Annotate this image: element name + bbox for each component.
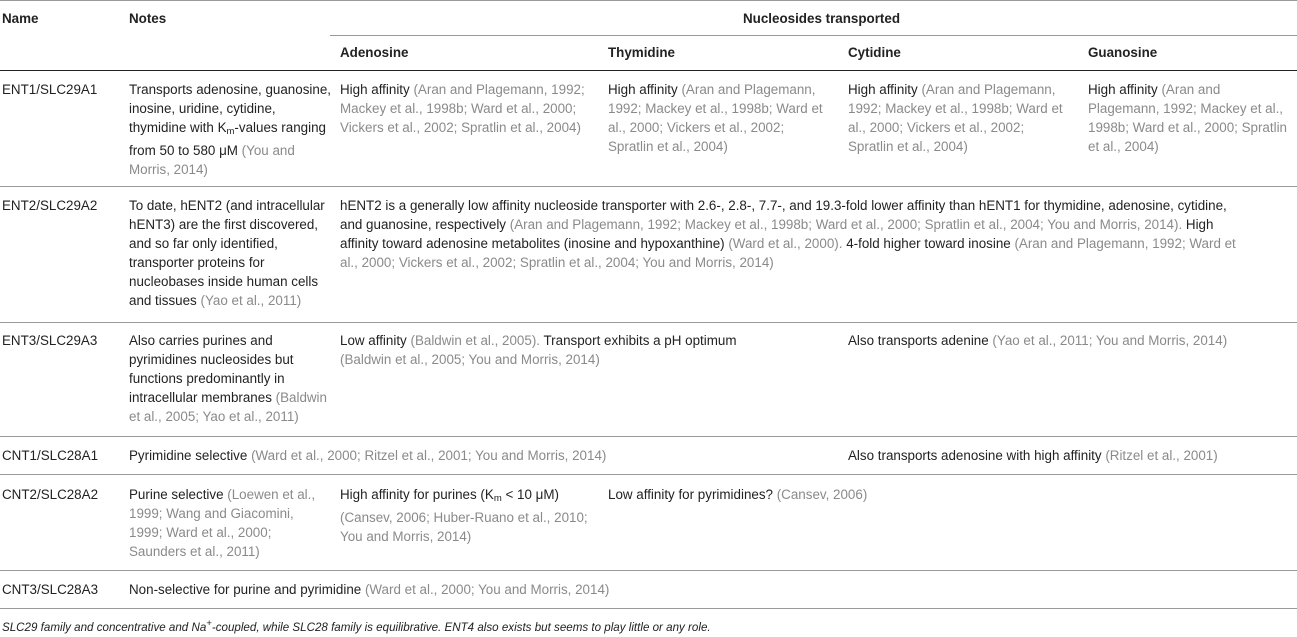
ent3-adenosine-ref-2: (Baldwin et al., 2005; You and Morris, 2014) xyxy=(340,352,600,367)
row-ent1-thymidine xyxy=(608,80,828,156)
rule-row-ent2 xyxy=(0,322,1297,323)
cnt3-notes-ref: (Ward et al., 2000; You and Morris, 2014) xyxy=(364,582,610,597)
footnote-superscript: + xyxy=(206,618,212,629)
ent3-cytidine-ref: (Yao et al., 2011; You and Morris, 2014) xyxy=(992,333,1228,348)
cnt1-notes-ref: (Ward et al., 2000; Ritzel et al., 2001; You and Morris, 2014) xyxy=(251,448,607,463)
row-ent1-cytidine xyxy=(848,80,1068,156)
cnt2-adenosine-ref: (Cansev, 2006; Huber-Ruano et al., 2010; You and Morris, 2014) xyxy=(340,510,588,544)
footnote-text-b: -coupled, while SLC28 family is equilibrative. ENT4 also exists but seems to play little or any role. xyxy=(211,621,711,634)
cnt2-adenosine-subscript: m xyxy=(493,493,502,504)
ent1-notes-ref: (You and Morris, 2014) xyxy=(129,143,295,177)
cnt2-adenosine-text-b: < 10 μM) xyxy=(505,487,559,502)
ent1-guanosine-affinity: High affinity xyxy=(1088,82,1158,97)
ent2-notes-ref: (Yao et al., 2011) xyxy=(200,293,302,308)
ent2-ref-3: (Aran and Plagemann, 1992; Ward et al., 2000; Vickers et al., 2002; Spratlin et al., 2004; You and Morris, 2014) xyxy=(340,236,1236,270)
row-ent2-notes xyxy=(129,196,329,310)
row-ent1-notes xyxy=(129,80,334,179)
ent3-adenosine-text-2: Transport exhibits a pH optimum xyxy=(543,333,737,348)
header-guanosine: Guanosine xyxy=(1088,45,1158,60)
header-cytidine: Cytidine xyxy=(848,45,901,60)
header-name: Name xyxy=(2,11,39,26)
row-cnt2-thymidine xyxy=(608,485,867,504)
ent2-notes-text: To date, hENT2 (and intracellular hENT3) are the first discovered, and so far only identified, transporter proteins for nucleobases inside human cells and tissues xyxy=(129,198,325,308)
ent1-thymidine-ref: (Aran and Plagemann, 1992; Mackey et al., 1998b; Ward et al., 2000; Vickers et al., 2002; Spratlin et al., 2004) xyxy=(608,82,823,154)
ent1-thymidine-affinity: High affinity xyxy=(608,82,678,97)
row-ent3-adenosine-thymidine xyxy=(340,331,760,369)
rule-row-cnt1 xyxy=(0,474,1297,475)
row-ent3-notes xyxy=(129,331,329,426)
row-cnt1-name: CNT1/SLC28A1 xyxy=(2,448,99,463)
cnt3-notes-text: Non-selective for purine and pyrimidine xyxy=(129,582,362,597)
ent3-cytidine-text: Also transports adenine xyxy=(848,333,989,348)
row-ent1-adenosine xyxy=(340,80,588,137)
row-ent3-name: ENT3/SLC29A3 xyxy=(2,333,98,348)
cnt2-adenosine-text-a: High affinity for purines (K xyxy=(340,487,494,502)
ent1-cytidine-ref: (Aran and Plagemann, 1992; Mackey et al., 1998b; Ward et al., 2000; Vickers et al., 2002; Spratlin et al., 2004) xyxy=(848,82,1063,154)
ent3-adenosine-ref-1: (Baldwin et al., 2005). xyxy=(410,333,540,348)
ent3-notes-ref: (Baldwin et al., 2005; Yao et al., 2011) xyxy=(129,390,327,424)
row-cnt3-name: CNT3/SLC28A3 xyxy=(2,582,99,597)
rule-row-ent1 xyxy=(0,186,1297,187)
ent1-adenosine-ref: (Aran and Plagemann, 1992; Mackey et al., 1998b; Ward et al., 2000; Vickers et al., 2002; Spratlin et al., 2004) xyxy=(340,82,585,135)
row-cnt2-notes xyxy=(129,485,324,561)
ent3-adenosine-text-1: Low affinity xyxy=(340,333,407,348)
row-ent2-name: ENT2/SLC29A2 xyxy=(2,198,98,213)
rule-top xyxy=(0,0,1297,1)
ent3-notes-text: Also carries purines and pyrimidines nucleosides but functions predominantly in intracellular membranes xyxy=(129,333,294,405)
ent2-ref-1: (Aran and Plagemann, 1992; Mackey et al., 1998b; Ward et al., 2000; Spratlin et al., 2004; You and Morris, 2014). xyxy=(509,217,1183,232)
row-cnt2-name: CNT2/SLC28A2 xyxy=(2,487,99,502)
cnt2-notes-ref: (Loewen et al., 1999; Wang and Giacomini, 1999; Ward et al., 2000; Saunders et al., 2011) xyxy=(129,487,316,559)
cnt2-notes-text: Purine selective xyxy=(129,487,224,502)
header-thymidine: Thymidine xyxy=(608,45,675,60)
row-ent1-guanosine xyxy=(1088,80,1295,156)
rule-row-ent3 xyxy=(0,436,1297,437)
rule-row-cnt2 xyxy=(0,570,1297,571)
ent2-text-1: hENT2 is a generally low affinity nucleoside transporter with 2.6-, 2.8-, 7.7-, and 19.3-fold lower affinity than hENT1 for thymidine, adenosine, cytidine, and guanosine, respectively xyxy=(340,198,1227,232)
ent2-text-2: High affinity toward adenosine metabolites (inosine and hypoxanthine) xyxy=(340,217,1214,251)
row-cnt3-notes xyxy=(129,580,609,599)
ent1-notes-text-b: -values ranging from 50 to 580 μM xyxy=(129,120,326,158)
ent1-guanosine-ref: (Aran and Plagemann, 1992; Mackey et al., 1998b; Ward et al., 2000; Spratlin et al., 2004) xyxy=(1088,82,1287,154)
row-ent2-nucleosides xyxy=(340,196,1245,272)
row-cnt1-cytidine-guanosine xyxy=(848,446,1218,465)
ent2-ref-2: (Ward et al., 2000). xyxy=(728,236,843,251)
ent1-notes-text-a: Transports adenosine, guanosine, inosine, uridine, cytidine, thymidine with K xyxy=(129,82,331,135)
cnt2-thymidine-text: Low affinity for pyrimidines? xyxy=(608,487,773,502)
header-notes: Notes xyxy=(129,11,167,26)
row-ent1-name: ENT1/SLC29A1 xyxy=(2,82,98,97)
header-adenosine: Adenosine xyxy=(340,45,409,60)
ent1-adenosine-affinity: High affinity xyxy=(340,82,410,97)
rule-header-bottom xyxy=(0,70,1297,71)
row-cnt2-adenosine xyxy=(340,485,588,546)
row-cnt1-notes xyxy=(129,446,606,465)
cnt1-notes-text: Pyrimidine selective xyxy=(129,448,248,463)
cnt1-cytidine-ref: (Ritzel et al., 2001) xyxy=(1105,448,1218,463)
ent2-text-3: 4-fold higher toward inosine xyxy=(846,236,1011,251)
header-nucleosides-transported: Nucleosides transported xyxy=(743,11,901,26)
row-ent3-cytidine-guanosine xyxy=(848,331,1288,350)
ent1-cytidine-affinity: High affinity xyxy=(848,82,918,97)
rule-group-underline xyxy=(330,35,1297,36)
ent1-notes-subscript: m xyxy=(226,126,235,137)
cnt2-thymidine-ref: (Cansev, 2006) xyxy=(776,487,868,502)
footnote-text-a: SLC29 family and concentrative and Na xyxy=(2,621,207,634)
rule-row-cnt3 xyxy=(0,608,1297,609)
cnt1-cytidine-text: Also transports adenosine with high affinity xyxy=(848,448,1102,463)
